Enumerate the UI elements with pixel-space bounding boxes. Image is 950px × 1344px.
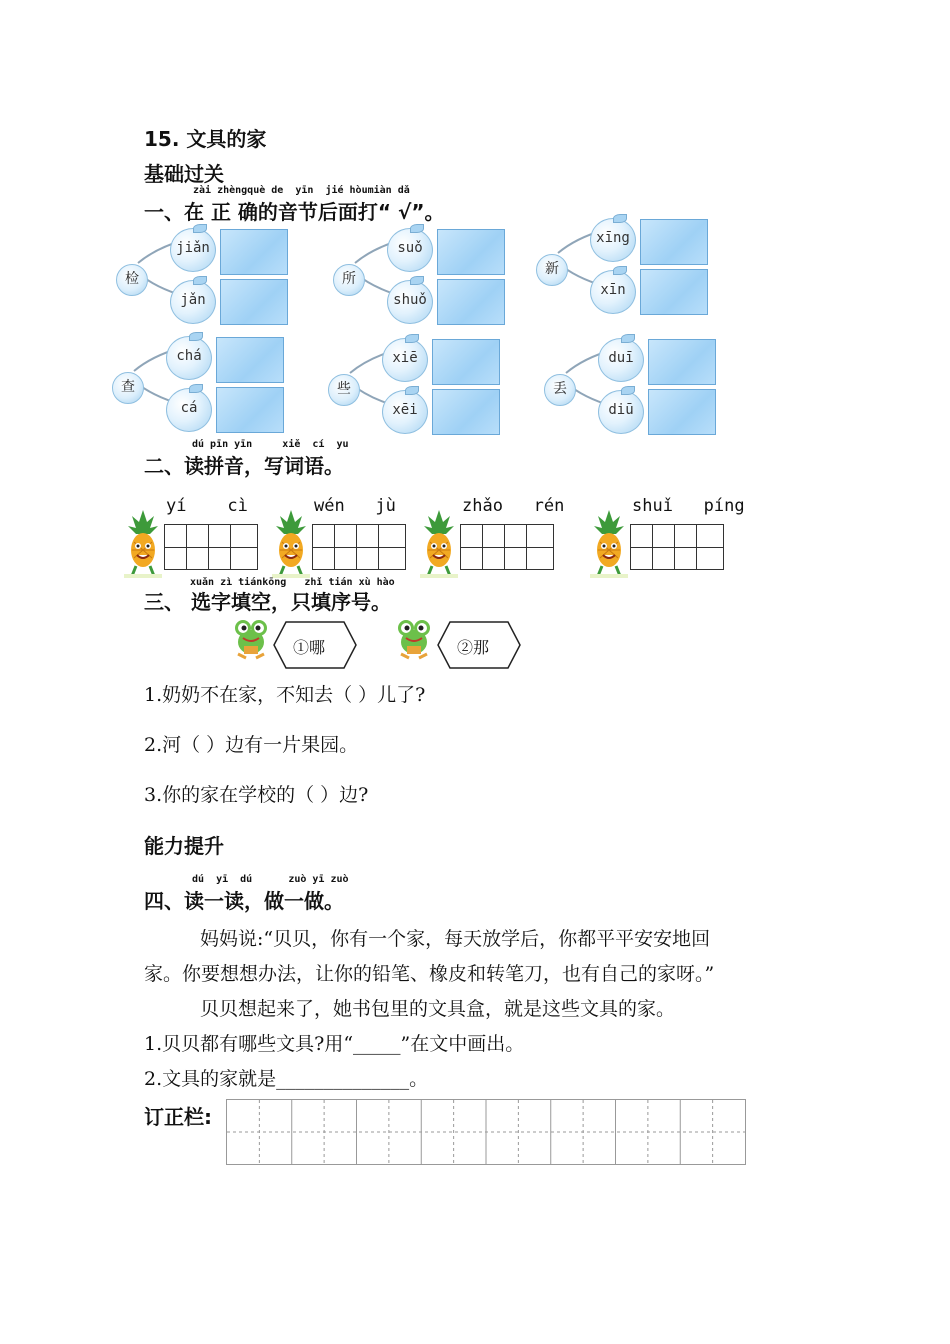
syllable-apple: [590, 270, 636, 314]
q3-item: 2.河（ ）边有一片果园。: [144, 734, 359, 756]
q4-item: 2.文具的家就是______________。: [144, 1068, 429, 1090]
answer-box[interactable]: [648, 389, 716, 435]
character-root: 新: [536, 254, 568, 286]
writing-grid[interactable]: [460, 524, 554, 570]
passage-line: 妈妈说:“贝贝，你有一个家，每天放学后，你都平平安安地回: [200, 928, 711, 950]
leaf-icon: [410, 224, 424, 233]
pineapple-icon: [590, 508, 628, 578]
character-root: 些: [328, 374, 360, 406]
syllable-apple: [590, 218, 636, 262]
answer-box[interactable]: [216, 387, 284, 433]
frog-icon: [393, 616, 435, 660]
syllable-option: duī: [608, 350, 634, 366]
answer-box[interactable]: [437, 279, 505, 325]
leaf-icon: [189, 384, 203, 393]
syllable-apple: [598, 390, 644, 434]
leaf-icon: [193, 224, 207, 233]
answer-box[interactable]: [432, 389, 500, 435]
pineapple-icon: [272, 508, 310, 578]
page-title: 15. 文具的家: [144, 127, 267, 151]
q1-heading: 一、在 正 确的音节后面打“ √”。: [144, 200, 445, 224]
syllable-option: xēi: [392, 402, 418, 418]
answer-box[interactable]: [640, 269, 708, 315]
syllable-option: chá: [176, 348, 202, 364]
character-root: 丢: [544, 374, 576, 406]
syllable-apple: [166, 336, 212, 380]
q2-pinyin: dú pīn yīn xiě cí yu: [192, 439, 349, 450]
syllable-apple: [166, 388, 212, 432]
q3-item: 3.你的家在学校的（ ）边?: [144, 784, 369, 806]
q4-pinyin: dú yī dú zuò yī zuò: [192, 874, 349, 885]
q1-pinyin: zài zhèngquè de yīn jié hòumiàn dǎ: [193, 185, 410, 196]
leaf-icon: [621, 334, 635, 343]
answer-box[interactable]: [220, 279, 288, 325]
syllable-option: suǒ: [397, 240, 423, 256]
leaf-icon: [410, 276, 424, 285]
q4-item: 1.贝贝都有哪些文具?用“_____”在文中画出。: [144, 1033, 525, 1055]
syllable-option: xīn: [600, 282, 626, 298]
character-root: 检: [116, 264, 148, 296]
q2-heading: 二、读拼音，写词语。: [144, 454, 344, 478]
syllable-apple: [598, 338, 644, 382]
syllable-apple: [387, 228, 433, 272]
word-pinyin: yí cì: [166, 496, 248, 516]
syllable-apple: [382, 338, 428, 382]
writing-grid[interactable]: [630, 524, 724, 570]
syllable-option: jiǎn: [176, 240, 210, 256]
writing-grid[interactable]: [164, 524, 258, 570]
syllable-option: shuǒ: [393, 292, 427, 308]
leaf-icon: [189, 332, 203, 341]
word-pinyin: zhǎo rén: [462, 496, 565, 516]
leaf-icon: [405, 334, 419, 343]
leaf-icon: [613, 214, 627, 223]
answer-box[interactable]: [432, 339, 500, 385]
answer-box[interactable]: [216, 337, 284, 383]
frog-icon: [230, 616, 272, 660]
word-pinyin: wén jù: [314, 496, 396, 516]
passage-line: 家。你要想想办法，让你的铅笔、橡皮和转笔刀，也有自己的家呀。”: [144, 963, 715, 985]
character-root: 查: [112, 372, 144, 404]
basic-section-heading: 基础过关: [144, 162, 224, 186]
syllable-option: jǎn: [180, 292, 206, 308]
syllable-option: cá: [180, 400, 198, 416]
ability-section-heading: 能力提升: [144, 834, 224, 858]
answer-box[interactable]: [220, 229, 288, 275]
syllable-apple: [170, 280, 216, 324]
answer-box[interactable]: [648, 339, 716, 385]
q3-heading: 三、 选字填空，只填序号。: [144, 590, 391, 614]
syllable-option: xiē: [392, 350, 418, 366]
option-1-label: ①哪: [293, 638, 326, 657]
leaf-icon: [193, 276, 207, 285]
option-2-label: ②那: [457, 638, 490, 657]
leaf-icon: [405, 386, 419, 395]
leaf-icon: [613, 266, 627, 275]
q3-pinyin: xuǎn zì tiánkōng zhǐ tián xù hào: [190, 577, 395, 588]
word-pinyin: shuǐ píng: [632, 496, 745, 516]
syllable-option: diū: [608, 402, 634, 418]
q3-item: 1.奶奶不在家，不知去（ ）儿了?: [144, 684, 426, 706]
syllable-apple: [387, 280, 433, 324]
correction-grid[interactable]: [226, 1099, 746, 1165]
passage-line: 贝贝想起来了，她书包里的文具盒，就是这些文具的家。: [200, 998, 676, 1020]
syllable-apple: [170, 228, 216, 272]
leaf-icon: [621, 386, 635, 395]
syllable-option: xīng: [596, 230, 630, 246]
writing-grid[interactable]: [312, 524, 406, 570]
answer-box[interactable]: [640, 219, 708, 265]
correction-label: 订正栏:: [144, 1105, 212, 1129]
q4-heading: 四、读一读，做一做。: [144, 889, 344, 913]
syllable-apple: [382, 390, 428, 434]
pineapple-icon: [420, 508, 458, 578]
answer-box[interactable]: [437, 229, 505, 275]
pineapple-icon: [124, 508, 162, 578]
character-root: 所: [333, 264, 365, 296]
